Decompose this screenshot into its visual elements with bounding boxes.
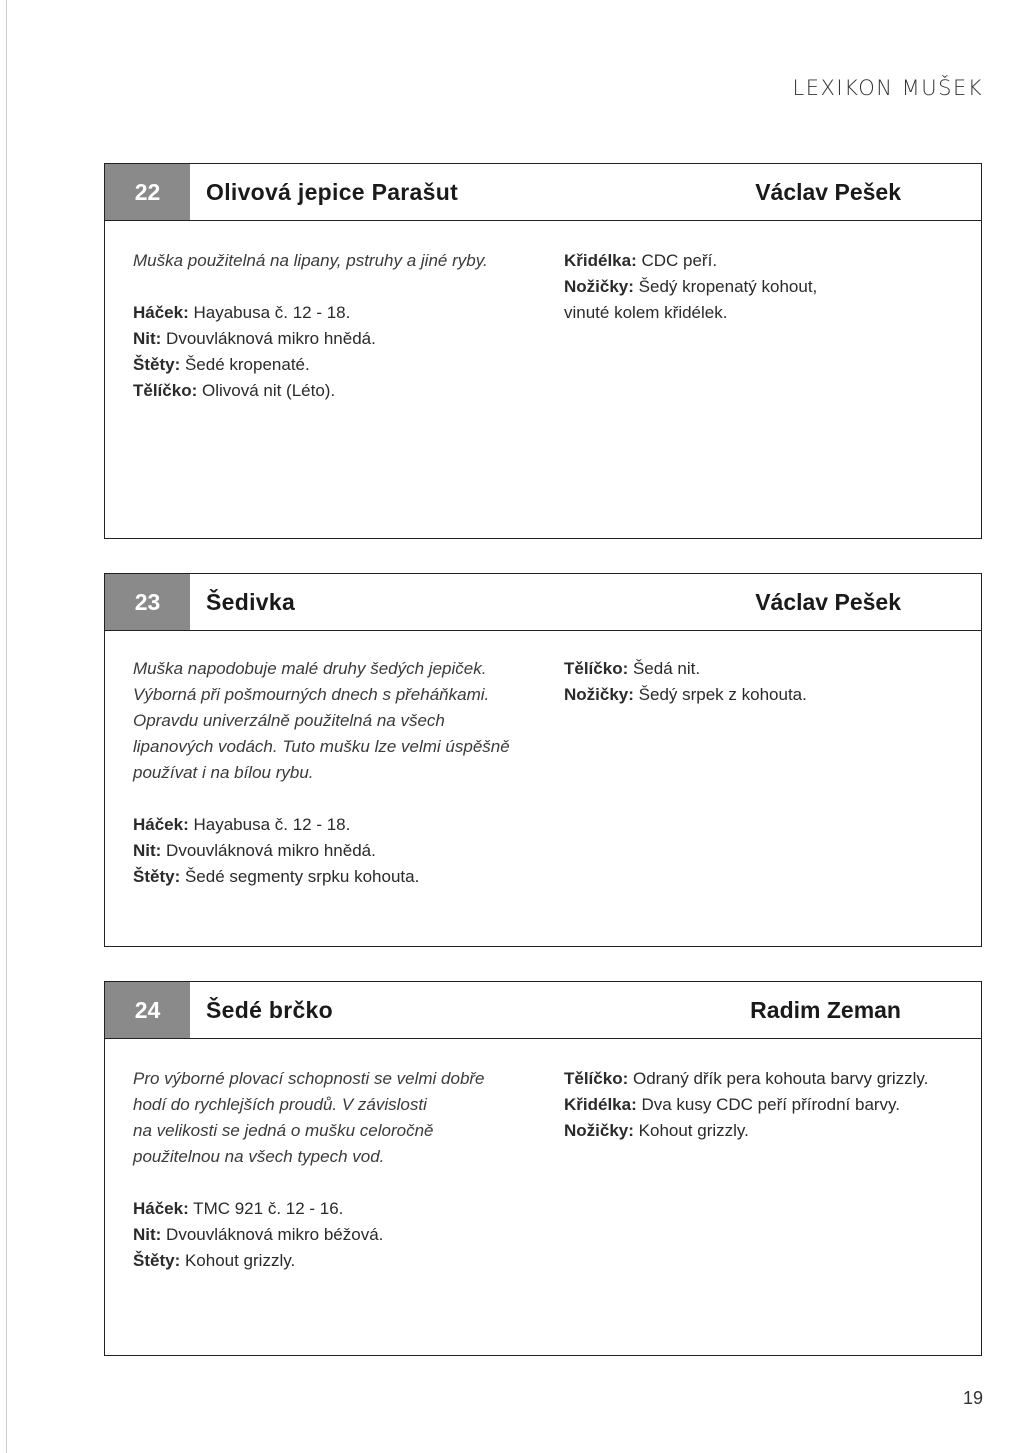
entry-description-line: hodí do rychlejších proudů. V závislosti	[133, 1095, 427, 1114]
spec-thread: Nit: Dvouvláknová mikro béžová.	[133, 1225, 384, 1244]
entry-author: Václav Pešek	[755, 178, 901, 205]
entry-description-line: Muška použitelná na lipany, pstruhy a jiné ryby.	[133, 251, 488, 270]
entry-description-line: Opravdu univerzálně použitelná na všech	[133, 711, 445, 730]
fly-name: Olivová jepice Parašut	[206, 178, 459, 205]
running-header: LEXIKON MUŠEK	[792, 76, 983, 100]
entry-number: 22	[105, 164, 190, 220]
fly-name: Šedivka	[206, 588, 296, 615]
fly-entry-card	[104, 573, 982, 947]
entry-author: Radim Zeman	[750, 996, 901, 1023]
spec-legs: Nožičky: Šedý kropenatý kohout,	[564, 277, 818, 296]
entry-author: Václav Pešek	[755, 588, 901, 615]
entry-left-column	[133, 1066, 543, 1274]
spec-tail: Štěty: Šedé kropenaté.	[133, 355, 310, 374]
entry-header	[105, 982, 981, 1039]
spec-legs-continued: vinuté kolem křidélek.	[564, 303, 728, 322]
spec-wings: Křidélka: CDC peří.	[564, 251, 718, 270]
entry-number: 23	[105, 574, 190, 630]
spec-hook: Háček: Hayabusa č. 12 - 18.	[133, 815, 351, 834]
spec-tail: Štěty: Šedé segmenty srpku kohouta.	[133, 867, 420, 886]
entry-left-column	[133, 248, 543, 404]
entry-description-line: použitelnou na všech typech vod.	[133, 1147, 385, 1166]
spec-legs: Nožičky: Kohout grizzly.	[564, 1121, 749, 1140]
spec-hook: Háček: Hayabusa č. 12 - 18.	[133, 303, 351, 322]
spec-wings: Křidélka: Dva kusy CDC peří přírodní barvy.	[564, 1095, 901, 1114]
entry-description-line: Výborná při pošmourných dnech s přeháňkami.	[133, 685, 490, 704]
fly-entry-card	[104, 163, 982, 539]
entry-number: 24	[105, 982, 190, 1038]
page-number: 19	[962, 1388, 983, 1408]
entry-description-line: lipanových vodách. Tuto mušku lze velmi úspěšně	[133, 737, 510, 756]
spec-tail: Štěty: Kohout grizzly.	[133, 1251, 296, 1270]
entry-description-line: Pro výborné plovací schopnosti se velmi dobře	[133, 1069, 485, 1088]
spec-hook: Háček: TMC 921 č. 12 - 16.	[133, 1199, 344, 1218]
entry-description-line: používat i na bílou rybu.	[133, 763, 314, 782]
entry-description-line: na velikosti se jedná o mušku celoročně	[133, 1121, 434, 1140]
entry-description-line: Muška napodobuje malé druhy šedých jepiček.	[133, 659, 487, 678]
spec-legs: Nožičky: Šedý srpek z kohouta.	[564, 685, 807, 704]
entry-header	[105, 164, 981, 221]
fly-entry-card	[104, 981, 982, 1356]
spec-body: Tělíčko: Odraný dřík pera kohouta barvy grizzly.	[564, 1069, 929, 1088]
entry-left-column	[133, 656, 543, 890]
spec-thread: Nit: Dvouvláknová mikro hnědá.	[133, 841, 376, 860]
page-edge-rule	[6, 0, 7, 1453]
spec-body: Tělíčko: Šedá nit.	[564, 659, 701, 678]
spec-thread: Nit: Dvouvláknová mikro hnědá.	[133, 329, 376, 348]
entry-header	[105, 574, 981, 631]
entry-right-column	[564, 1066, 964, 1144]
entry-right-column	[564, 248, 964, 326]
fly-name: Šedé brčko	[206, 996, 333, 1023]
spec-body: Tělíčko: Olivová nit (Léto).	[133, 381, 336, 400]
entry-right-column	[564, 656, 964, 708]
